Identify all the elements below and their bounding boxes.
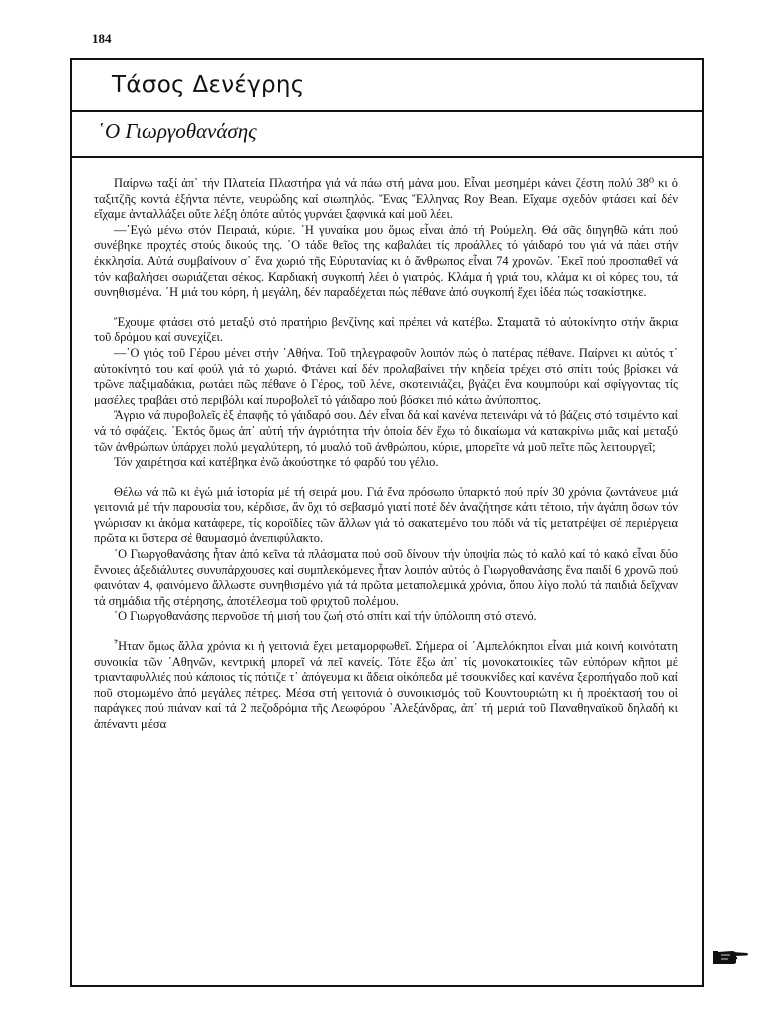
- paragraph: Ἄγριο νά πυροβολεῖς ἐξ ἐπαφῆς τό γάιδαρό σου. Δέν εἶναι δά καί κανένα πετεινάρι νά τό βάζεις στό τσιμέντο καί νά τό σφάζεις. ᾿Εκτός ὅμως ἀπ᾿ αὐτή τήν ἀγριότητα τήν ὁποία δέν ἔχω τό δικαίωμα νά κατακρίνω μιᾶς καί μεταξύ τῶν ἀνθρώπων ὑπάρχει πολύ μεγαλύτερη, τό μυαλό τοῦ ἀνθρώπου, κύριε, μπορεῖτε νά μοῦ πεῖτε πῶς λειτουργεῖ;: [94, 408, 678, 454]
- title-box: [72, 110, 702, 158]
- pointing-hand-icon: [712, 947, 750, 967]
- story-body: [94, 176, 678, 733]
- paragraph: ῏Ηταν ὅμως ἄλλα χρόνια κι ἡ γειτονιά ἔχει μεταμορφωθεῖ. Σήμερα οἱ ᾿Αμπελόκηποι εἶναι μιά κοινή κοινότατη συνοικία τῶν ᾿Αθηνῶν, κεντρική μπορεῖ νά πεῖ κανείς. Τότε ἔξω ἀπ᾿ τίς μονοκατοικίες τῶν εὐπόρων κῆποι μέ τριανταφυλλιές πού κάποιος τίς πότιζε τ᾿ ἀπόγευμα κι ἄδεια οἰκόπεδα μέ τσουκνίδες καί κανένα ξεροπήγαδο ποῦ καί ποῦ στομωμένο ἀπό μεγάλες πέτρες. Μέσα στή γειτονιά ὁ συνοικισμός τοῦ Κουντουριώτη κι ἡ προέκτασή του οἱ παράγκες πού πιάναν καί τά 2 πεζοδρόμια τῆς Λεωφόρου ᾿Αλεξάνδρας, ἀπ᾿ τή μεριά τοῦ Παναθηναϊκοῦ δηλαδή κι ἀπέναντι μέσα: [94, 639, 678, 731]
- paragraph: —῾Ο γιός τοῦ Γέρου μένει στήν ᾿Αθήνα. Τοῦ τηλεγραφοῦν λοιπόν πώς ὁ πατέρας πέθανε. Παίρνει κι αὐτός τ᾿ αὐτοκίνητό του καί φούλ γιά τό χωριό. Φτάνει καί δέν προλαβαίνει τήν κηδεία τρέχει στό σπίτι τούς βρίσκει νά τρῶνε παξιμαδάκια, ρωτάει πῶς πέθανε ὁ Γέρος, τοῦ λένε, σκοτεινιάζει, βγάζει ἕνα κουμπούρι καί σφίγγοντας τίς μασέλες τραβάει στό περιβόλι καί πυροβολεῖ τό γάιδαρο πού βόσκει πιό κάτω ἀνύποπτος.: [94, 345, 678, 407]
- author-name: Τάσος Δενέγρης: [112, 72, 305, 98]
- paragraph: Θέλω νά πῶ κι ἐγώ μιά ἱστορία μέ τή σειρά μου. Γιά ἕνα πρόσωπο ὑπαρκτό πού πρίν 30 χρόνια ζωντάνευε μιά γειτονιά μέ τήν παρουσία του, κέρδισε, ἄν ὄχι τό σεβασμό γιατί ποτέ δέν ἀναζήτησε κάτι τέτοιο, τήν ἀγάπη ὅσων τόν γνώρισαν κι ἀκόμα κατάφερε, τίς κοροϊδίες τῶν ἄλλων γιά τό σακατεμένο του πόδι νά τίς μετατρέψει σέ περιέργεια πρῶτα κι ὕστερα σέ θαυμασμό ἀνεπιφύλακτο.: [94, 484, 678, 546]
- paragraph: Τόν χαιρέτησα καί κατέβηκα ἐνῶ ἀκούστηκε τό φαρδύ του γέλιο.: [114, 455, 439, 470]
- author-box: [72, 60, 702, 112]
- paragraph: ῾Ο Γιωργοθανάσης περνοῦσε τή μισή του ζωή στό σπίτι καί τήν ὑπόλοιπη στό στενό.: [114, 609, 537, 624]
- paragraph: —᾿Εγώ μένω στόν Πειραιά, κύριε. ῾Η γυναίκα μου ὅμως εἶναι ἀπό τή Ρούμελη. Θά σᾶς διηγηθῶ κάτι πού συνέβηκε προχτές στούς δικούς της. ῾Ο τάδε θεῖος της καβαλάει τίς προάλλες τό γάιδαρό του γιά νά πάει στήν ἐκκλησία. Αὐτά συμβαίνουν σ᾿ ἕνα χωριό τῆς Εὐρυτανίας κι ὁ ἄνθρωπος εἶναι 74 χρονῶν. ᾿Εκεῖ πού προσπαθεῖ νά τόν καβαλήσει σωριάζεται σέκος. Καρδιακή συγκοπή λέει ὁ γιατρός. Κλάμα ἡ γριά του, κλάμα κι οἱ κόρες του, τά συνηθισμένα. ῾Η μιά του κόρη, ἡ μεγάλη, δέν παραδέχεται πώς πέθανε ἀπό συγκοπή ἔχει ἰδέα πώς τσακίστηκε.: [94, 222, 678, 300]
- paragraph: Ἔχουμε φτάσει στό μεταξύ στό πρατήριο βενζίνης καί πρέπει νά κατέβω. Σταματᾶ τό αὐτοκίνητο στήν ἄκρια τοῦ δρόμου καί συνεχίζει.: [94, 314, 678, 345]
- paragraph: Παίρνω ταξί ἀπ᾿ τήν Πλατεία Πλαστήρα γιά νά πάω στή μάνα μου. Εἶναι μεσημέρι κάνει ζέστη πολύ 38⁰ κι ὁ ταξιτζῆς κοντά ἑξήντα πέντε, νευρώδης καί σιωπηλός. Ἕνας Ἕλληνας Roy Bean. Εἴχαμε σχεδόν φτάσει καί δέν εἴχαμε ἀνταλλάξει οὔτε λέξη ὁπότε αὐτός γυρνάει ξαφνικά καί μοῦ λέει.: [94, 176, 678, 222]
- page-number: 184: [92, 31, 112, 46]
- story-frame: [70, 58, 704, 987]
- story-title: ῾Ο Γιωργοθανάσης: [98, 119, 257, 143]
- paragraph: ῾Ο Γιωργοθανάσης ἦταν ἀπό κεῖνα τά πλάσματα πού σοῦ δίνουν τήν ὑποψία πώς τό καλό καί τό κακό εἶναι δύο ἔννοιες ἀξεδιάλυτες συνυπάρχουσες καί συμπλεκόμενες ἦταν λοιπόν αὐτός ὁ Γιωργοθανάσης ἕνα παιδί 6 χρονῶ πού φαινόταν 4, φαινόμενο ἄλλωστε συνηθισμένο γιά τά πρῶτα μεταπολεμικά χρόνια, ὅπου λίγο πολύ τά παιδιά δεῖχναν τά σημάδια τῆς στέρησης, ἀποτέλεσμα τοῦ φριχτοῦ πολέμου.: [94, 547, 678, 608]
